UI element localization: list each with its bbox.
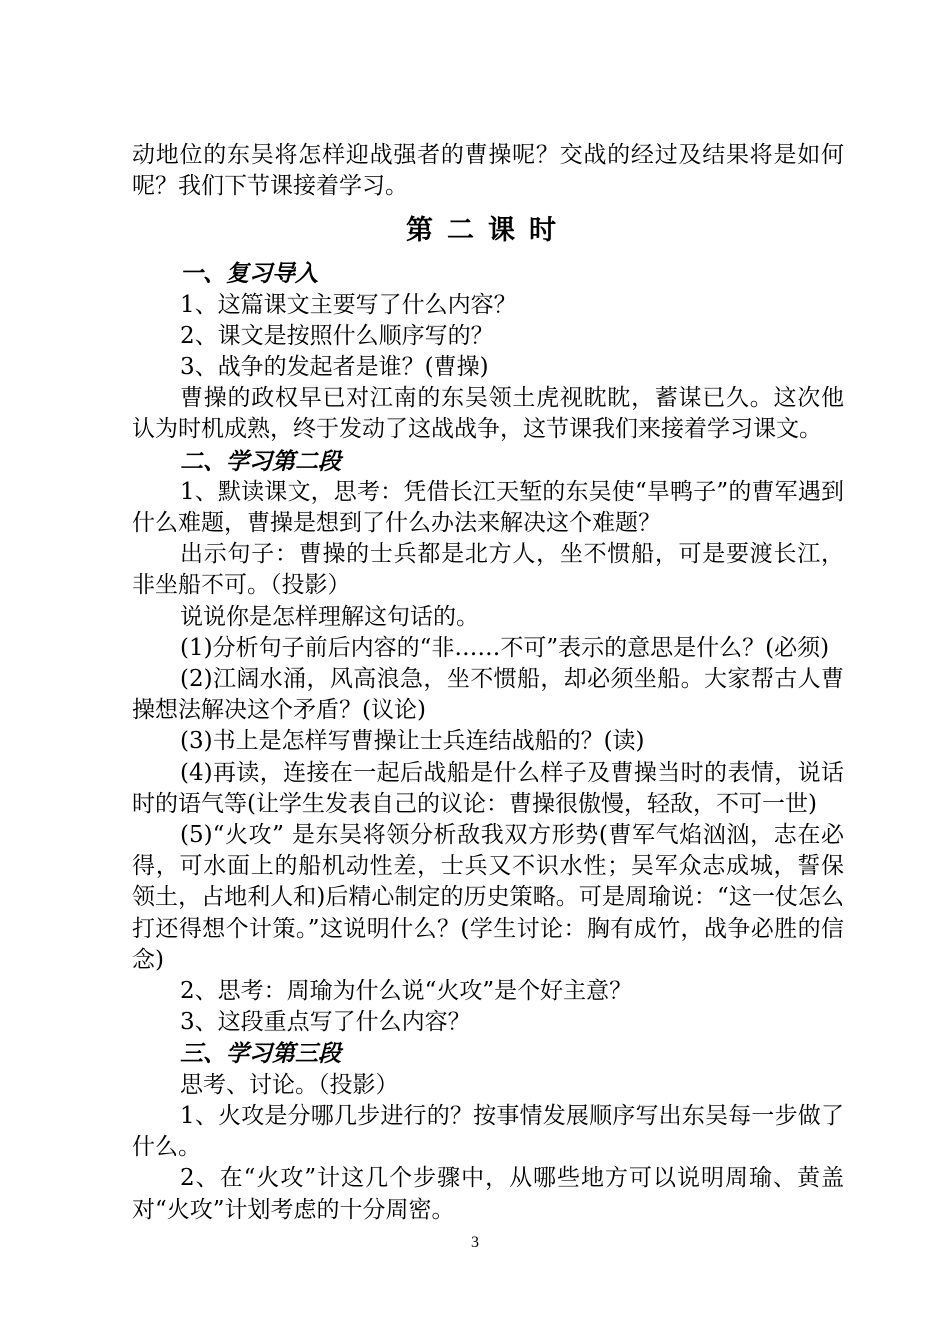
part-two-item-3: (3)书上是怎样写曹操让士兵连结战船的？(读) — [180, 728, 645, 755]
part-two-question-3: 3、这段重点写了什么内容？ — [180, 1009, 471, 1036]
part-three-question-2: 2、在“火攻”计这几个步骤中，从哪些地方可以说明周瑜、黄盖对“火攻”计划考虑的十分周密。 — [132, 1165, 844, 1223]
part-two-question-1: 1、默读课文，思考：凭借长江天堑的东吴使“旱鸭子”的曹军遇到什么难题，曹操是想到了什么办法来解决这个难题？ — [132, 478, 844, 537]
section-heading-part-three: 三、学习第三段 — [180, 1040, 341, 1068]
review-question-2: 2、课文是按照什么顺序写的？ — [180, 322, 494, 349]
part-two-item-2: (2)江阔水涌，风高浪急，坐不惯船，却必须坐船。大家帮古人曹操想法解决这个矛盾？(议论) — [132, 666, 844, 724]
page-number: 3 — [471, 1234, 479, 1251]
part-three-question-1: 1、火攻是分哪几步进行的？按事情发展顺序写出东吴每一步做了什么。 — [132, 1102, 844, 1161]
review-question-1: 1、这篇课文主要写了什么内容？ — [180, 291, 517, 318]
part-two-prompt: 说说你是怎样理解这句话的。 — [180, 603, 479, 630]
part-three-intro: 思考、讨论。（投影） — [180, 1071, 399, 1098]
part-two-sentence: 出示句子：曹操的士兵都是北方人，坐不惯船，可是要渡长江，非坐船不可。（投影） — [132, 541, 844, 599]
continuation-paragraph: 动地位的东吴将怎样迎战强者的曹操呢？交战的经过及结果将是如何呢？我们下节课接着学习。 — [132, 142, 844, 200]
section-heading-part-two: 二、学习第二段 — [180, 447, 341, 475]
part-two-item-1: (1)分析句子前后内容的“非……不可”表示的意思是什么？(必须) — [180, 634, 830, 661]
lesson-title: 第二课时 — [406, 215, 570, 247]
document-body — [132, 140, 844, 1226]
part-two-item-5: (5)“火攻” 是东吴将领分析敌我双方形势(曹军气焰汹汹，志在必得，可水面上的船机动性差，士兵又不识水性；吴军众志成城，誓保领土，占地利人和)后精心制定的历史策略。可是周瑜说：“这一仗怎么打还得想个计策。”这说明什么？(学生讨论：胸有成竹，战争必胜的信念) — [132, 822, 844, 973]
review-paragraph: 曹操的政权早已对江南的东吴领土虎视眈眈，蓄谋已久。这次他认为时机成熟，终于发动了这战战争，这节课我们来接着学习课文。 — [132, 385, 844, 443]
part-two-item-4: (4)再读，连接在一起后战船是什么样子及曹操当时的表情，说话时的语气等(让学生发表自己的议论：曹操很傲慢，轻敌，不可一世) — [132, 759, 844, 817]
review-question-3: 3、战争的发起者是谁？(曹操) — [180, 354, 489, 381]
section-heading-review: 一、复习导入 — [180, 260, 318, 288]
part-two-question-2: 2、思考：周瑜为什么说“火攻”是个好主意？ — [180, 978, 633, 1005]
